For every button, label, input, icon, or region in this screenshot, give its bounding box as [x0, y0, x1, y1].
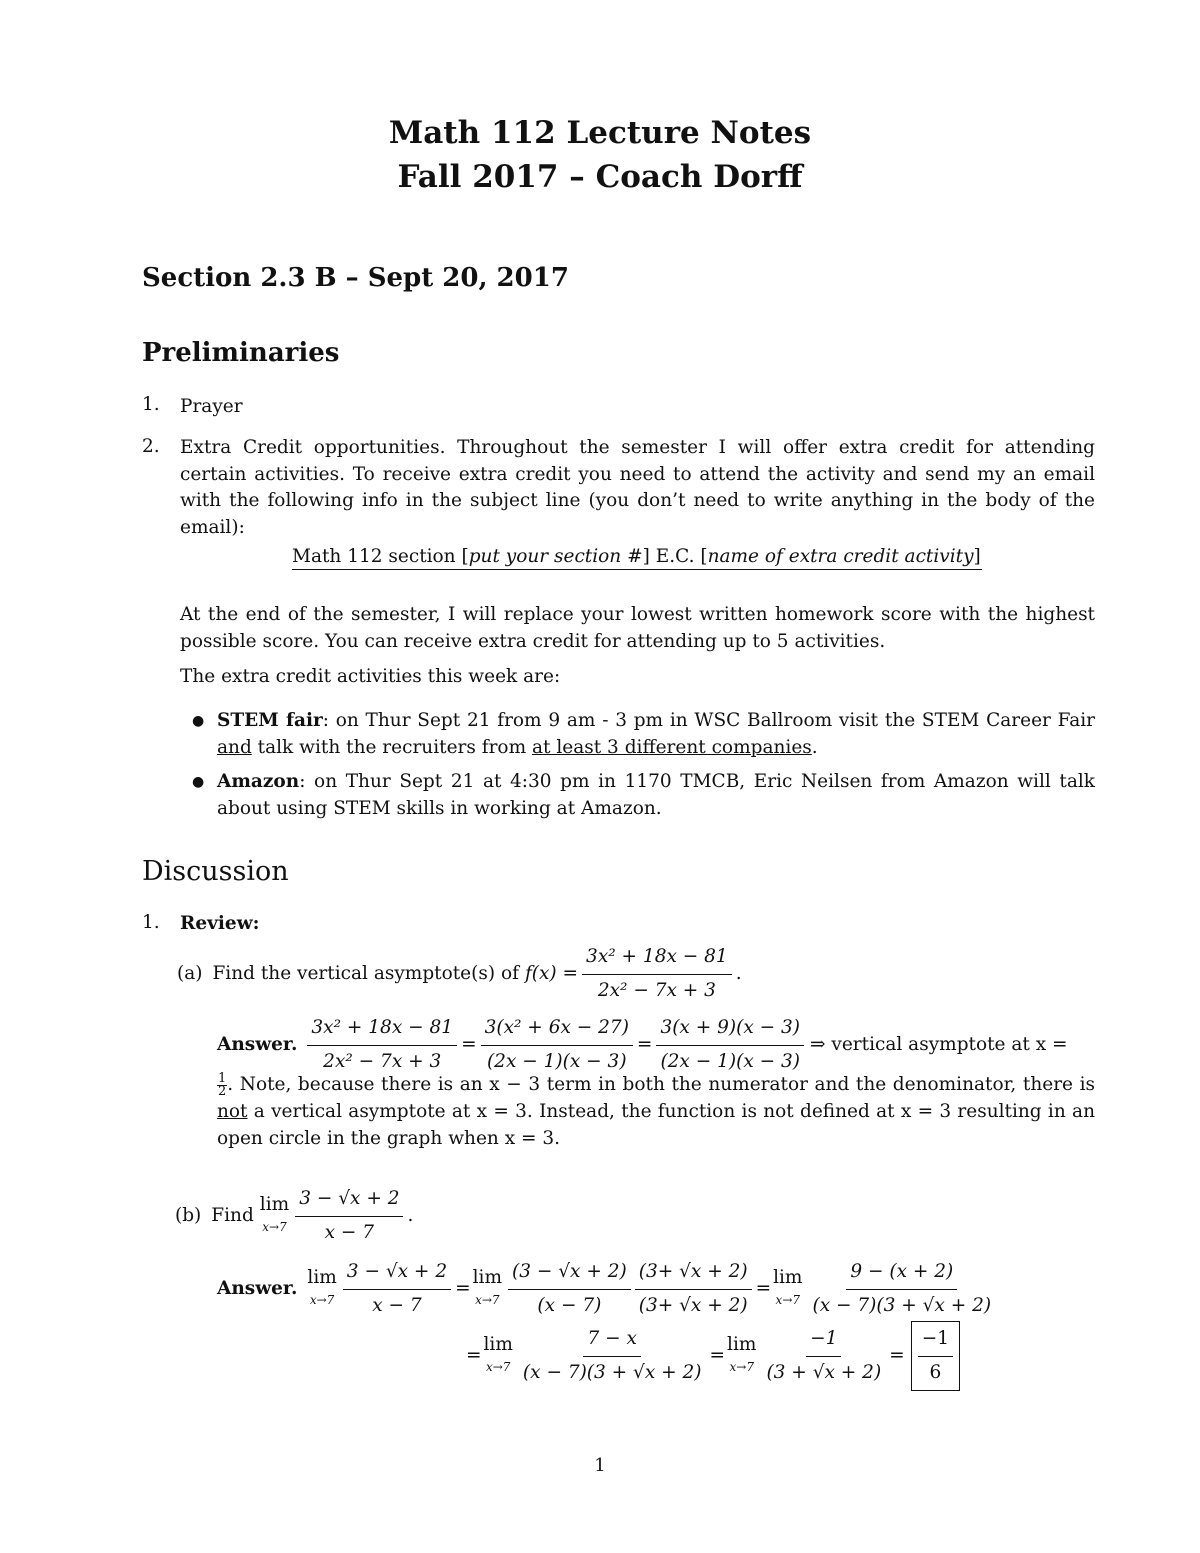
part-b-answer-line1: Answer. lim x→7 $\frac{3 - √x + 2}{x - 7}$ = lim x→7 $\frac{(3 - √x + 2)}{(x - 7)}$ $\frac{(3+ √x + 2)}{(3+ √x + 2)}$ = lim x→7 $\frac{9 - (x + 2)}{(x - 7)(3 + √x + 2)}$ [217, 1258, 999, 1320]
section-heading: Section 2.3 B – Sept 20, 2017 [142, 263, 569, 293]
part-a-note: $\frac{1}{2}$ . Note, because there is an x − 3 term in both the numerator and the denominator, there is not a vertical asymptote at x = 3. Instead, the function is not defined at x = 3 resulting in an open circle in the graph when x = 3. [217, 1070, 1095, 1149]
list-item-prayer: Prayer [180, 396, 243, 417]
homework-replacement-paragraph: At the end of the semester, I will replace your lowest written homework score with the highest possible score. You can receive extra credit for attending up to 5 activities. [180, 604, 1095, 652]
fraction: $\frac{(3 - √x + 2)}{(x - 7)}$ [508, 1259, 631, 1319]
activity-amazon: Amazon: on Thur Sept 21 at 4:30 pm in 1170 TMCB, Eric Neilsen from Amazon will talk about using STEM skills in working at Amazon. [217, 771, 1095, 819]
fraction: $\frac{9 - (x + 2)}{(x - 7)(3 + √x + 2)}$ [812, 1261, 992, 1316]
preliminaries-heading: Preliminaries [142, 338, 340, 368]
fraction: $\frac{\text{3(x² + 6x − 27)}}{(2x - 1)(x - 3)}$ [481, 1015, 633, 1075]
limit: lim x→7 [307, 1266, 337, 1307]
limit: lim x→7 [483, 1333, 513, 1374]
list-number: 1. [142, 912, 160, 933]
list-number: 1. [142, 394, 160, 415]
fraction: $\frac{\text{3x² + 18x − 81}}{\text{2x² − 7x + 3}}$ [582, 944, 732, 1004]
limit: lim x→7 [773, 1266, 803, 1307]
limit: lim x→7 [259, 1193, 290, 1234]
part-a-question: (a) Find the vertical asymptote(s) of f(x) = $\frac{\text{3x² + 18x − 81}}{\text{2x² − 7x + 3}}$ . [177, 944, 742, 1004]
extra-credit-paragraph: Extra Credit opportunities. Throughout the semester I will offer extra credit for attending certain activities. To receive extra credit you need to attend the activity and send my an email with the following info in the subject line (you don’t need to write anything in the body of the email): [180, 437, 1095, 538]
discussion-heading: Discussion [142, 856, 289, 887]
fraction: $\frac{3 - √x + 2}{x - 7}$ [295, 1186, 403, 1246]
final-answer-box [911, 1321, 960, 1391]
document-title: Math 112 Lecture Notes [388, 115, 812, 151]
fraction: $\frac{\text{3x² + 18x − 81}}{\text{2x² − 7x + 3}}$ [307, 1015, 457, 1075]
activity-stem-fair: STEM fair: on Thur Sept 21 from 9 am - 3 pm in WSC Ballroom visit the STEM Career Fair and talk with the recruiters from at least 3 different companies. [217, 710, 1095, 758]
document-subtitle: Fall 2017 – Coach Dorff [397, 159, 803, 195]
activities-intro: The extra credit activities this week are: [180, 666, 561, 687]
part-b-answer-line2: = lim x→7 $\frac{7 - x}{(x - 7)(3 + √x + 2)}$ = lim x→7 $\frac{-1}{(3 + √x + 2)}$ = $\frac{-1}{6}$ [466, 1325, 960, 1387]
part-b-question: (b) Find lim x→7 $\frac{3 - √x + 2}{x - 7}$ . [175, 1186, 413, 1246]
fraction: $\frac{7 - x}{(x - 7)(3 + √x + 2)}$ [522, 1328, 702, 1383]
fraction: $\frac{3(x + 9)(x - 3)}{(2x - 1)(x - 3)}$ [656, 1015, 804, 1075]
list-number: 2. [142, 436, 160, 457]
fraction: $\frac{3 - √x + 2}{x - 7}$ [343, 1259, 451, 1319]
limit: lim x→7 [727, 1333, 757, 1374]
fraction: $\frac{-1}{(3 + √x + 2)}$ [766, 1328, 882, 1383]
email-subject-template: Math 112 section [put your section #] E.C. [name of extra credit activity] [292, 545, 982, 570]
page-number: 1 [594, 1455, 606, 1476]
bullet-icon: ● [192, 774, 205, 790]
fraction: $\frac{(3+ √x + 2)}{(3+ √x + 2)}$ [635, 1259, 752, 1319]
fraction: $\frac{-1}{6}$ [918, 1326, 953, 1386]
limit: lim x→7 [472, 1266, 502, 1307]
review-label: Review: [180, 913, 260, 934]
bullet-icon: ● [192, 713, 205, 729]
part-a-answer: Answer. $\frac{\text{3x² + 18x − 81}}{\text{2x² − 7x + 3}}$ = $\frac{\text{3(x² + 6x − 27)}}{(2x - 1)(x - 3)}$ = $\frac{3(x + 9)(x - 3)}{(2x - 1)(x - 3)}$ ⇒ vertical asymptote at x = [217, 1014, 1068, 1076]
